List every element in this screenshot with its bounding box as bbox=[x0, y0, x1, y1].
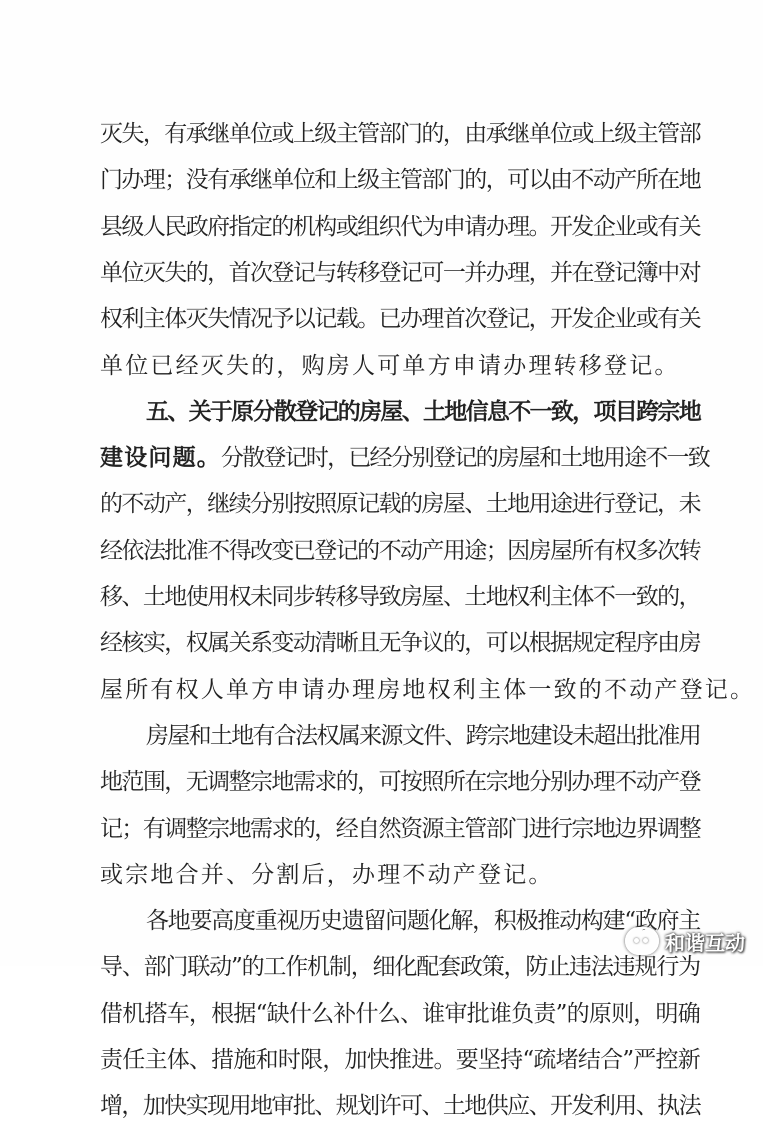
text-line: 房屋和土地有合法权属来源文件、跨宗地建设未超出批准用 bbox=[146, 722, 700, 749]
section-heading-continued: 建设问题。 bbox=[100, 445, 221, 472]
wechat-icon bbox=[625, 927, 659, 955]
text-line: 移、土地使用权未同步转移导致房屋、土地权利主体不一致的， bbox=[100, 584, 701, 610]
text-line: 灭失，有承继单位或上级主管部门的，由承继单位或上级主管部 bbox=[100, 121, 701, 147]
text-line: 单位灭失的，首次登记与转移登记可一并办理，并在登记簿中对 bbox=[100, 259, 701, 286]
text-line: 的不动产，继续分别按照原记载的房屋、土地用途进行登记，未 bbox=[100, 491, 701, 518]
watermark bbox=[625, 922, 745, 960]
text-line: 借机搭车，根据“缺什么补什么、谁审批谁负责”的原则，明确 bbox=[100, 1000, 700, 1027]
section-heading-line2 bbox=[100, 443, 709, 473]
text-line: 经核实，权属关系变动清晰且无争议的，可以根据规定程序由房 bbox=[100, 630, 701, 657]
text-line: 门办理；没有承继单位和上级主管部门的，可以由不动产所在地 bbox=[100, 167, 701, 194]
text-line: 屋所有权人单方申请办理房地权利主体一致的不动产登记。 bbox=[100, 676, 756, 703]
text-line: 记；有调整宗地需求的，经自然资源主管部门进行宗地边界调整 bbox=[100, 815, 701, 842]
section-heading: 五、关于原分散登记的房屋、土地信息不一致，项目跨宗地 bbox=[146, 398, 700, 425]
text-line: 权利主体灭失情况予以记载。已办理首次登记，开发企业或有关 bbox=[100, 306, 701, 333]
text-line: 导、部门联动”的工作机制，细化配套政策，防止违法违规行为 bbox=[100, 954, 700, 981]
text-line: 经依法批准不得改变已登记的不动产用途；因房屋所有权多次转 bbox=[100, 537, 701, 564]
text-line: 或宗地合并、分割后，办理不动产登记。 bbox=[100, 861, 554, 888]
text-line: 增，加快实现用地审批、规划许可、土地供应、开发利用、执法 bbox=[100, 1093, 701, 1120]
section-body-text: 分散登记时，已经分别登记的房屋和土地用途不一致 bbox=[221, 445, 709, 472]
text-line: 地范围，无调整宗地需求的，可按照所在宗地分别办理不动产登 bbox=[100, 769, 701, 796]
text-line: 责任主体、措施和时限，加快推进。要坚持“疏堵结合”严控新 bbox=[100, 1047, 700, 1073]
text-line: 县级人民政府指定的机构或组织代为申请办理。开发企业或有关 bbox=[100, 213, 701, 240]
text-line: 单位已经灭失的，购房人可单方申请办理转移登记。 bbox=[100, 352, 680, 379]
text-line: 各地要高度重视历史遗留问题化解，积极推动构建“政府主 bbox=[146, 908, 700, 935]
watermark-text: 和谐互动 bbox=[665, 930, 745, 955]
